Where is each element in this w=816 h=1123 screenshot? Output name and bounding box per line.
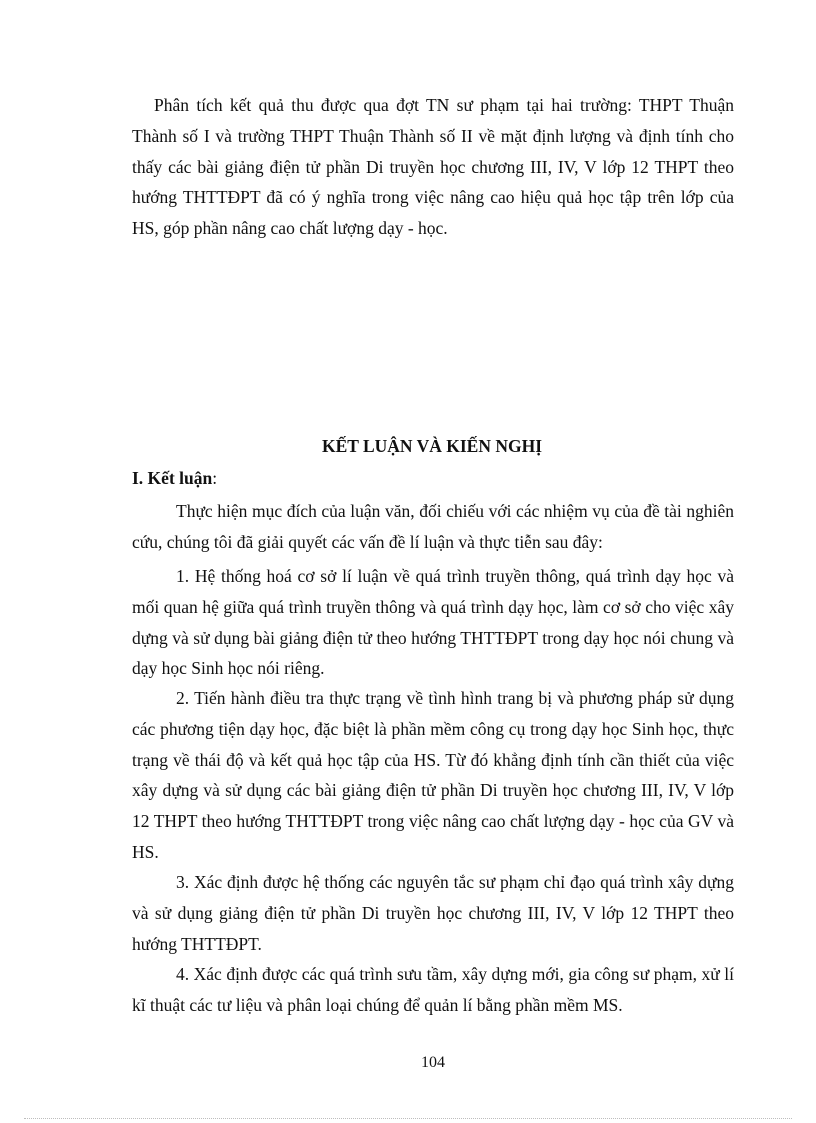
conclusion-item-4: 4. Xác định được các quá trình sưu tầm, xây dựng mới, gia công sư phạm, xử lí kĩ thuật các tư liệu và phân loại chúng để quản lí bằng phần mềm MS. (132, 964, 734, 1015)
page-number: 104 (421, 1054, 445, 1071)
conclusion-item-2: 2. Tiến hành điều tra thực trạng về tình hình trang bị và phương pháp sử dụng các phương tiện dạy học, đặc biệt là phần mềm công cụ trong dạy học Sinh học, thực trạng về thái độ và kết quả học tập của HS. Từ đó khẳng định tính cần thiết của việc xây dựng và sử dụng các bài giảng điện tử phần Di truyền học chương III, IV, V lớp 12 THPT theo hướng THTTĐPT trong việc nâng cao chất lượng dạy - học của GV và HS. (132, 688, 734, 862)
section-label-colon: : (212, 468, 218, 488)
conclusion-intro-paragraph: Thực hiện mục đích của luận văn, đối chiếu với các nhiệm vụ của đề tài nghiên cứu, chúng tôi đã giải quyết các vấn đề lí luận và thực tiễn sau đây: (132, 501, 734, 552)
footer-divider (24, 1118, 792, 1119)
section-label-text: I. Kết luận (132, 468, 213, 488)
section-heading: KẾT LUẬN VÀ KIẾN NGHỊ (321, 436, 543, 456)
intro-paragraph: Phân tích kết quả thu được qua đợt TN sư phạm tại hai trường: THPT Thuận Thành số I và trường THPT Thuận Thành số II về mặt định lượng và định tính cho thấy các bài giảng điện tử phần Di truyền học chương III, IV, V lớp 12 THPT theo hướng THTTĐPT đã có ý nghĩa trong việc nâng cao hiệu quả học tập trên lớp của HS, góp phần nâng cao chất lượng dạy - học. (132, 95, 734, 239)
conclusion-item-1: 1. Hệ thống hoá cơ sở lí luận về quá trình truyền thông, quá trình dạy học và mối quan hệ giữa quá trình truyền thông và quá trình dạy học, làm cơ sở cho việc xây dựng và sử dụng bài giảng điện tử theo hướng THTTĐPT trong dạy học nói chung và dạy học Sinh học nói riêng. (132, 566, 734, 679)
section-label-conclusion (132, 468, 217, 489)
conclusion-item-3: 3. Xác định được hệ thống các nguyên tắc sư phạm chỉ đạo quá trình xây dựng và sử dụng giảng điện tử phần Di truyền học chương III, IV, V lớp 12 THPT theo hướng THTTĐPT. (132, 872, 734, 954)
